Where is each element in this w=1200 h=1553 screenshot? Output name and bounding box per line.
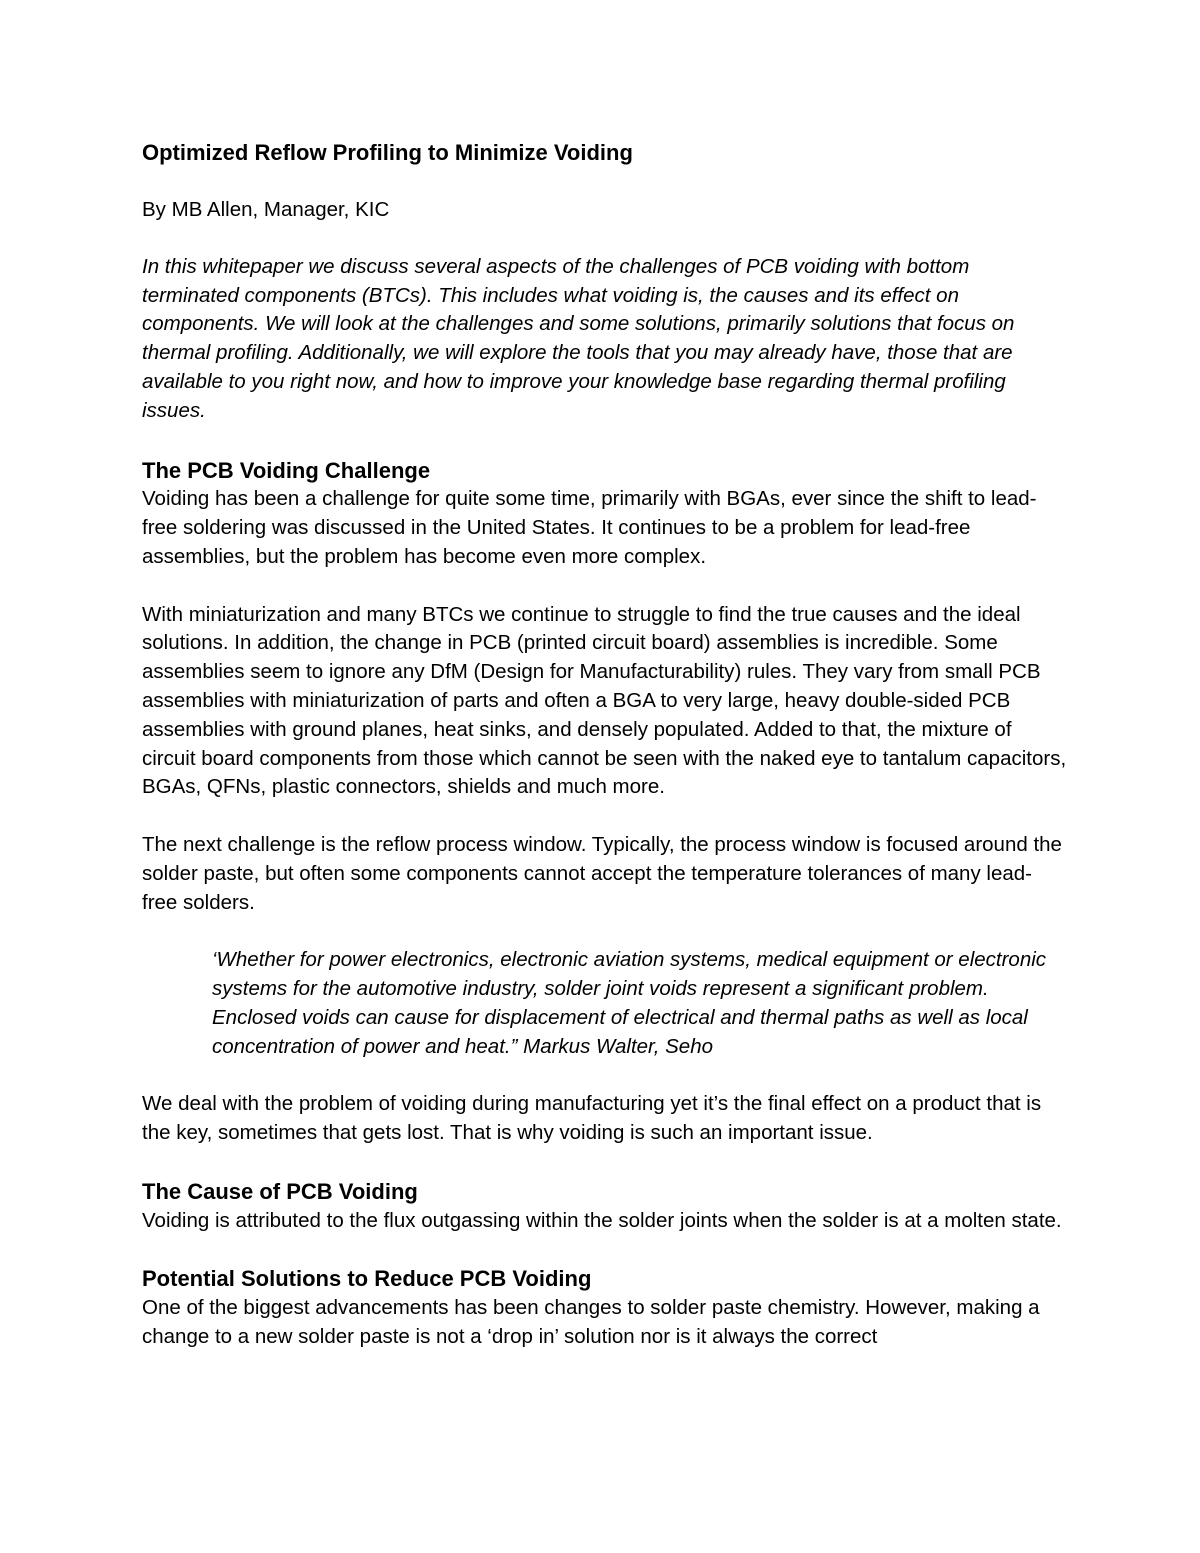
section-voiding-challenge	[142, 457, 1067, 1148]
block-quote: ‘Whether for power electronics, electronic aviation systems, medical equipment or electronic systems for the automotive industry, solder joint voids represent a significant problem. Enclosed voids can cause for displacement of electrical and thermal paths as well as local concentration of power and heat.” Markus Walter, Seho	[212, 948, 1047, 1058]
section-potential-solutions	[142, 1265, 1067, 1351]
section-heading: The PCB Voiding Challenge	[142, 457, 431, 483]
byline: By MB Allen, Manager, KIC	[142, 198, 390, 221]
paragraph: One of the biggest advancements has been changes to solder paste chemistry. However, making a change to a new solder paste is not a ‘drop in’ solution nor is it always the correct	[142, 1296, 1040, 1348]
section-heading: The Cause of PCB Voiding	[142, 1178, 418, 1204]
paragraph: Voiding has been a challenge for quite some time, primarily with BGAs, ever since the shift to lead-free soldering was discussed in the United States. It continues to be a problem for lead-free assemblies, but the problem has become even more complex.	[142, 487, 1037, 568]
abstract: In this whitepaper we discuss several aspects of the challenges of PCB voiding with bottom terminated components (BTCs). This includes what voiding is, the causes and its effect on components. We will look at the challenges and some solutions, primarily solutions that focus on thermal profiling. Additionally, we will explore the tools that you may already have, those that are available to you right now, and how to improve your knowledge base regarding thermal profiling issues.	[142, 254, 1015, 422]
section-heading: Potential Solutions to Reduce PCB Voiding	[142, 1266, 592, 1292]
paragraph: We deal with the problem of voiding during manufacturing yet it’s the final effect on a product that is the key, sometimes that gets lost. That is why voiding is such an important issue.	[142, 1092, 1042, 1144]
paragraph: With miniaturization and many BTCs we continue to struggle to find the true causes and the ideal solutions. In addition, the change in PCB (printed circuit board) assemblies is incredible. Some assemblies seem to ignore any DfM (Design for Manufacturability) rules. They vary from small PCB assemblies with miniaturization of parts and often a BGA to very large, heavy double-sided PCB assemblies with ground planes, heat sinks, and densely populated. Added to that, the mixture of circuit board components from those which cannot be seen with the naked eye to tantalum capacitors, BGAs, QFNs, plastic connectors, shields and much more.	[142, 602, 1067, 799]
document-page	[142, 138, 1067, 1380]
paragraph: Voiding is attributed to the flux outgassing within the solder joints when the solder is at a molten state.	[142, 1208, 1062, 1232]
document-title: Optimized Reflow Profiling to Minimize Voiding	[142, 140, 633, 165]
section-cause-of-voiding	[142, 1178, 1067, 1236]
paragraph: The next challenge is the reflow process window. Typically, the process window is focused around the solder paste, but often some components cannot accept the temperature tolerances of many lead-free solders.	[142, 832, 1062, 914]
